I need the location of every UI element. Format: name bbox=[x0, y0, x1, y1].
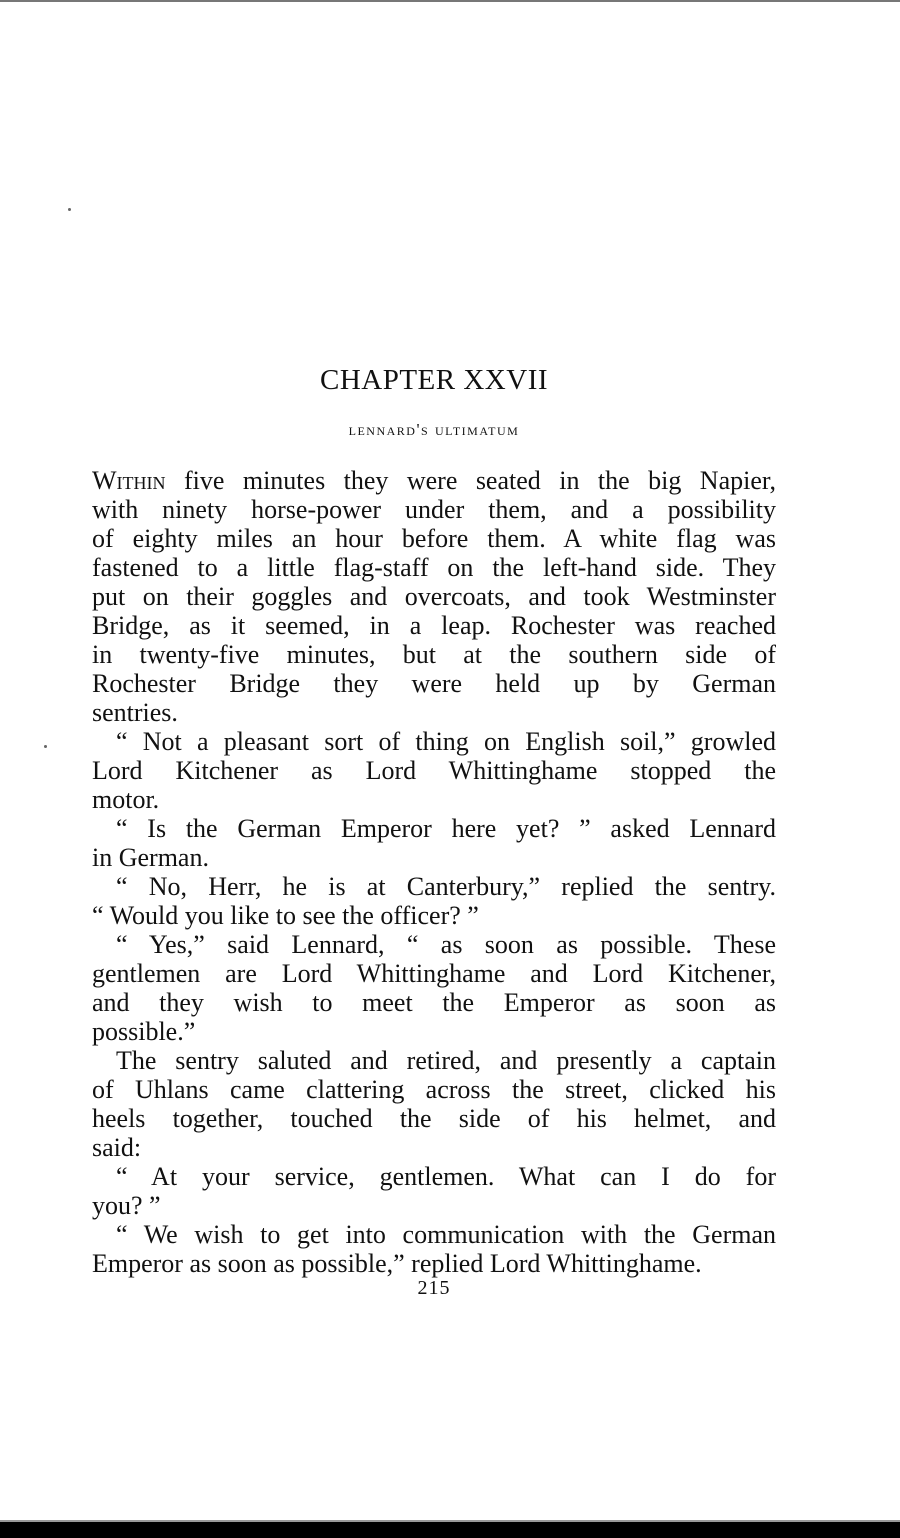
text-line: Lord Kitchener as Lord Whittinghame stopped the bbox=[92, 756, 776, 785]
text-line: said: bbox=[92, 1133, 142, 1162]
text-line: with ninety horse-power under them, and a possibility bbox=[92, 495, 776, 524]
text-line: you? ” bbox=[92, 1191, 161, 1220]
text-line: gentlemen are Lord Whittinghame and Lord Kitchener, bbox=[92, 959, 776, 988]
text-line: “ At your service, gentlemen. What can I do for bbox=[116, 1162, 776, 1191]
scan-speck bbox=[68, 208, 71, 211]
text-line: “ Is the German Emperor here yet? ” asked Lennard bbox=[116, 814, 776, 843]
text-line: heels together, touched the side of his helmet, and bbox=[92, 1104, 776, 1133]
text-line: The sentry saluted and retired, and presently a captain bbox=[116, 1046, 776, 1075]
text-line: Emperor as soon as possible,” replied Lord Whittinghame. bbox=[92, 1249, 702, 1278]
scan-top-edge bbox=[0, 0, 900, 2]
text-line: motor. bbox=[92, 785, 160, 814]
body-text bbox=[92, 466, 776, 1278]
scan-speck bbox=[44, 745, 47, 748]
text-line: “ We wish to get into communication with the German bbox=[116, 1220, 776, 1249]
text-line: of Uhlans came clattering across the street, clicked his bbox=[92, 1075, 776, 1104]
scan-bottom-edge bbox=[0, 1520, 900, 1538]
text-line: “ Would you like to see the officer? ” bbox=[92, 901, 479, 930]
text-line: sentries. bbox=[92, 698, 178, 727]
text-line: Within five minutes they were seated in the big Napier, bbox=[92, 466, 776, 495]
text-line: possible.” bbox=[92, 1017, 196, 1046]
page-number: 215 bbox=[417, 1277, 451, 1299]
chapter-title: CHAPTER XXVII bbox=[319, 364, 549, 396]
text-line: fastened to a little flag-staff on the left-hand side. They bbox=[92, 553, 776, 582]
text-line: Bridge, as it seemed, in a leap. Rochester was reached bbox=[92, 611, 776, 640]
opening-word: Within bbox=[92, 466, 166, 495]
chapter-subtitle: lennard's ultimatum bbox=[348, 420, 520, 439]
text-line: “ Not a pleasant sort of thing on English soil,” growled bbox=[116, 727, 776, 756]
text-line: Rochester Bridge they were held up by German bbox=[92, 669, 776, 698]
text-line: in twenty-five minutes, but at the southern side of bbox=[92, 640, 776, 669]
text-line: “ Yes,” said Lennard, “ as soon as possible. These bbox=[116, 930, 776, 959]
text-line: “ No, Herr, he is at Canterbury,” replied the sentry. bbox=[116, 872, 776, 901]
text-line: and they wish to meet the Emperor as soon as bbox=[92, 988, 776, 1017]
text-line: in German. bbox=[92, 843, 209, 872]
text-line: put on their goggles and overcoats, and took Westminster bbox=[92, 582, 776, 611]
text-line: of eighty miles an hour before them. A white flag was bbox=[92, 524, 776, 553]
